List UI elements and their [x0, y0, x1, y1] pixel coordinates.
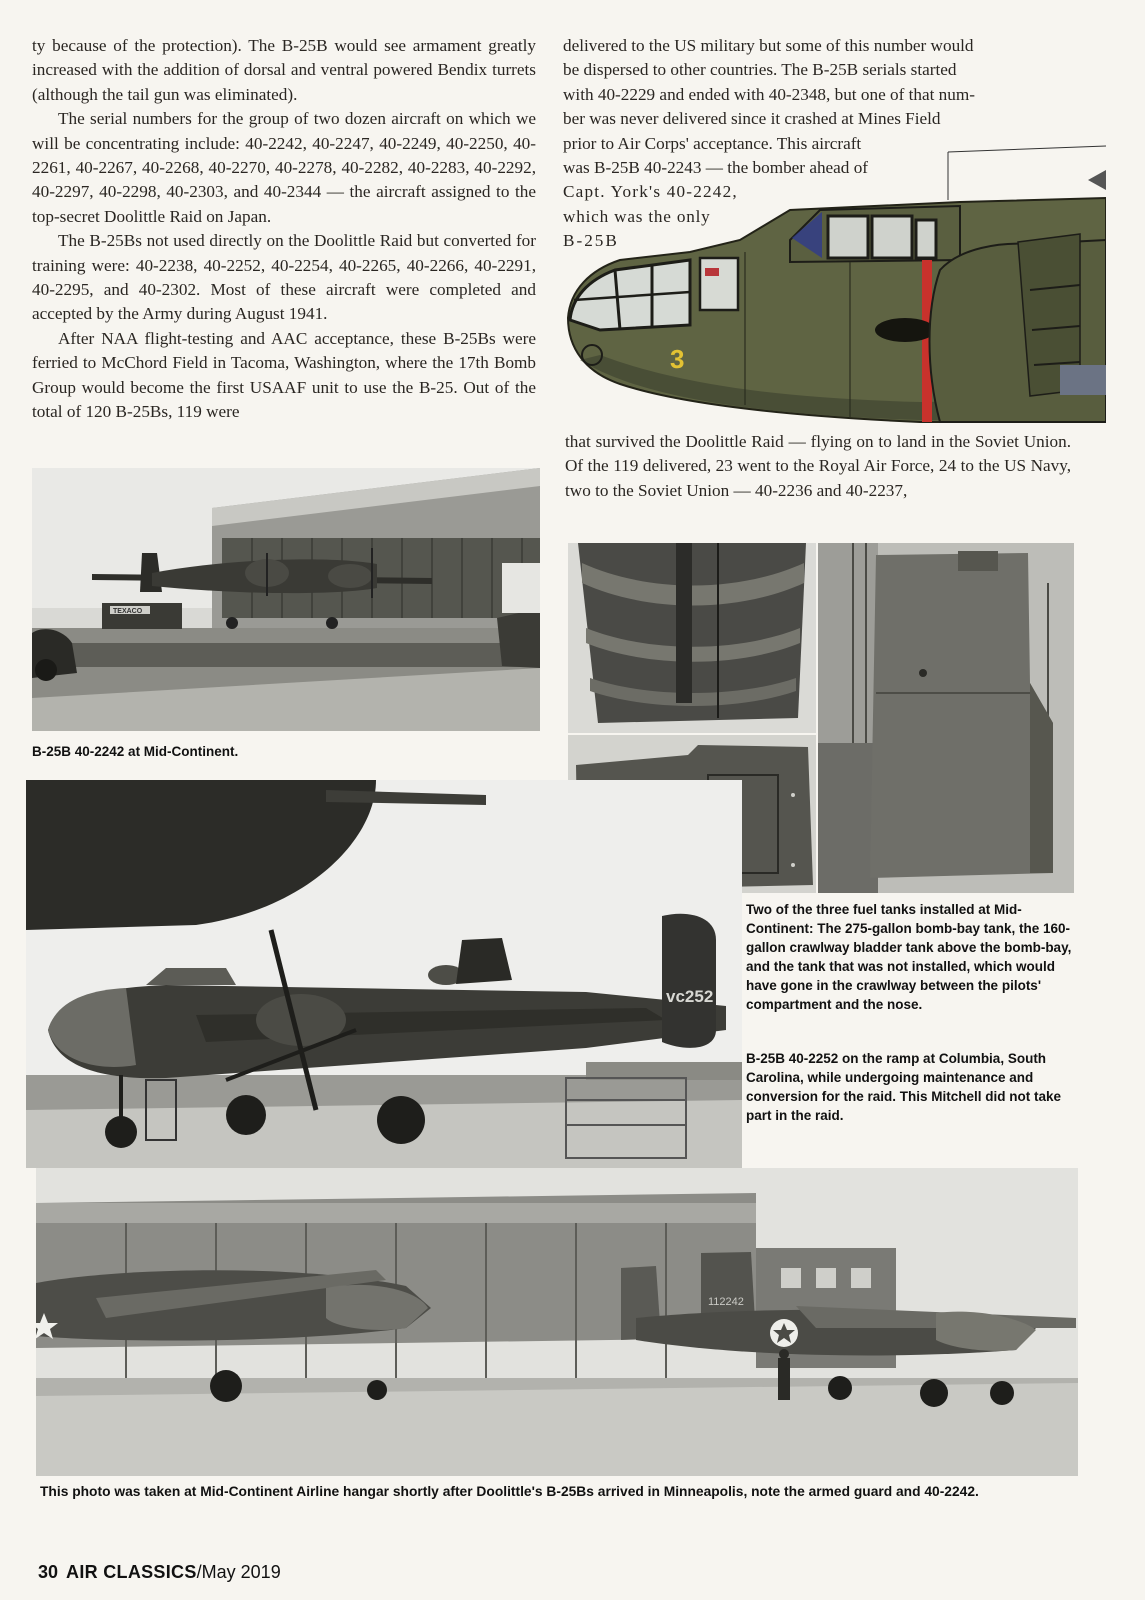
paragraph: ty because of the protection). The B-25B would see armament greatly increased with the addition of dorsal and ventral powered Bendix turrets (although the tail gun was eliminated).	[32, 36, 536, 104]
left-column	[32, 34, 536, 425]
text-line: with 40-2229 and ended with 40-2348, but one of that num-	[563, 84, 975, 104]
tail-serial: 112242	[708, 1296, 744, 1308]
text-line: which was the only	[563, 206, 711, 226]
paragraph: The B-25Bs not used directly on the Doolittle Raid but converted for training were: 40-2238, 40-2252, 40-2254, 40-2265, 40-2266, 40-2291, 40-2295, and 40-2302. Most of these aircraft were completed and accepted by the Army during August 1941.	[32, 231, 536, 324]
text-line: be dispersed to other countries. The B-25B serials started	[563, 60, 957, 80]
tail-code: vc252	[666, 987, 714, 1006]
issue-date: /May 2019	[196, 1562, 281, 1582]
caption-mid-continent: B-25B 40-2242 at Mid-Continent.	[32, 744, 239, 759]
text-line: was B-25B 40-2243 — the bomber ahead of	[563, 158, 869, 178]
text-line: prior to Air Corps' acceptance. This aircraft	[563, 133, 862, 153]
caption-columbia: B-25B 40-2252 on the ramp at Columbia, South Carolina, while undergoing maintenance and conversion for the raid. This Mitchell did not take part in the raid.	[746, 1051, 1062, 1123]
photo-b25b-columbia	[26, 780, 742, 1168]
text-line: ber was never delivered since it crashed at Mines Field	[563, 109, 941, 129]
caption-hangar: This photo was taken at Mid-Continent Airline hangar shortly after Doolittle's B-25Bs arrived in Minneapolis, note the armed guard and 40-2242.	[40, 1484, 979, 1499]
caption-fuel-tanks: Two of the three fuel tanks installed at Mid-Continent: The 275-gallon bomb-bay tank, the 160-gallon crawlway bladder tank above the bomb-bay, and the tank that was not installed, which would have gone in the crawlway between the pilots' compartment and the nose.	[746, 902, 1072, 1012]
text-line: B-25B	[563, 231, 619, 251]
photo-bomb-bay-tank	[568, 543, 816, 733]
paragraph: that survived the Doolittle Raid — flying on to land in the Soviet Union. Of the 119 delivered, 23 went to the Royal Air Force, 24 to the US Navy, two to the Soviet Union — 40-2236 and 40-2237,	[565, 432, 1071, 500]
right-column-bottom	[565, 430, 1071, 503]
b25b-nose-illustration	[560, 140, 1106, 425]
paragraph: The serial numbers for the group of two dozen aircraft on which we will be concentrating include: 40-2242, 40-2247, 40-2249, 40-2250, 40-2261, 40-2267, 40-2268, 40-2270, 40-2278, 40-2282, 40-2283, 40-2292, 40-2297, 40-2298, 40-2303, and 40-2344 — the aircraft assigned to the top-secret Doolittle Raid on Japan.	[32, 109, 536, 226]
text-line: delivered to the US military but some of this number would	[563, 36, 974, 55]
page-footer	[38, 1562, 281, 1583]
truck-sign: TEXACO	[113, 608, 143, 615]
photo-hangar-minneapolis	[36, 1168, 1078, 1476]
nose-number: 3	[670, 344, 685, 374]
page-number: 30	[38, 1562, 59, 1582]
paragraph: After NAA flight-testing and AAC acceptance, these B-25Bs were ferried to McChord Field in Tacoma, Washington, where the 17th Bomb Group would become the first USAAF unit to use the B-25. Out of the total of 120 B-25Bs, 119 were	[32, 328, 536, 422]
text-line: Capt. York's 40-2242,	[563, 182, 738, 202]
photo-b25b-mid-continent	[32, 468, 540, 731]
photo-uninstalled-crawlway-tank	[818, 543, 1074, 893]
magazine-name: AIR CLASSICS	[66, 1562, 197, 1582]
